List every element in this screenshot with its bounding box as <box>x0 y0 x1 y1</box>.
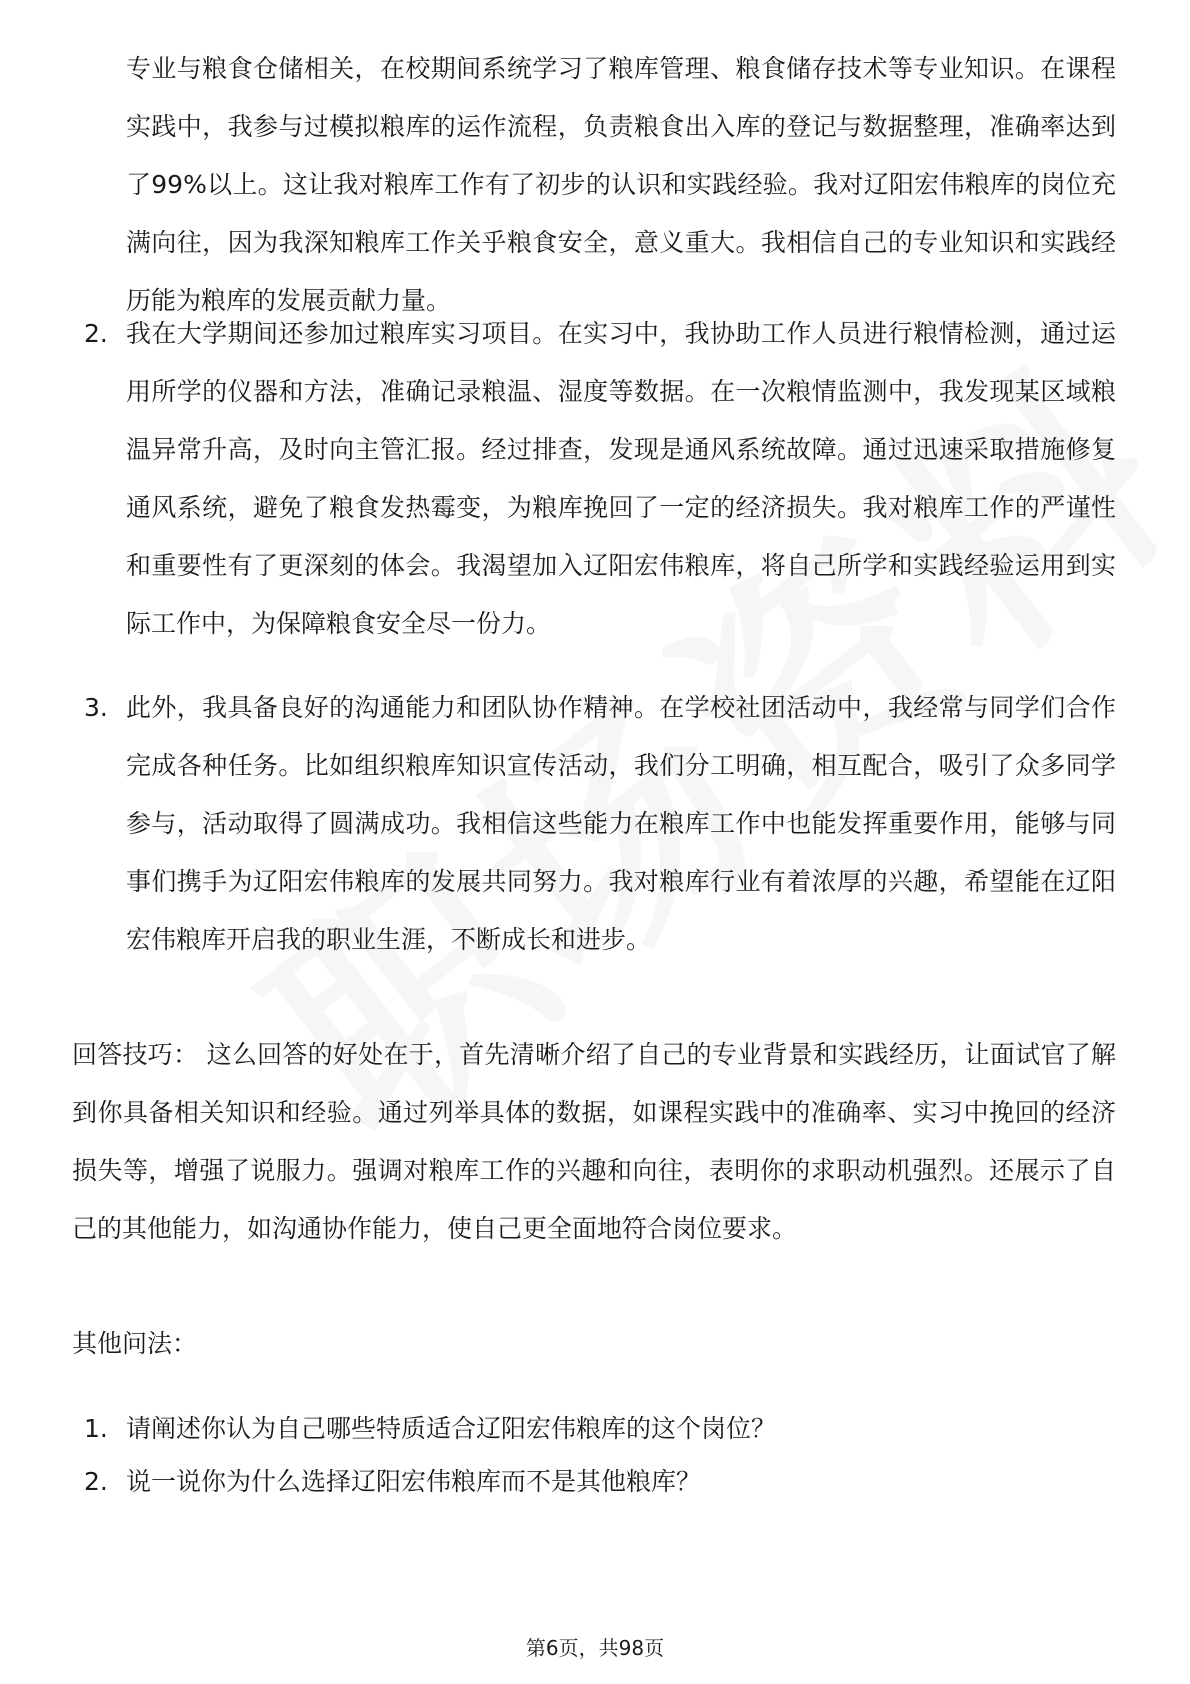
other-question-1-number: 1. <box>84 1414 108 1443</box>
answer-tips: 回答技巧： 这么回答的好处在于，首先清晰介绍了自己的专业背景和实践经历，让面试官了解到你具备相关知识和经验。通过列举具体的数据，如课程实践中的准确率、实习中挽回的经济损失等，增强了说服力。强调对粮库工作的兴趣和向往，表明你的求职动机强烈。还展示了自己的其他能力，如沟通协作能力，使自己更全面地符合岗位要求。 <box>72 1040 1116 1243</box>
answer-item-2-number: 2. <box>84 319 108 348</box>
answer-item-3-number: 3. <box>84 693 108 722</box>
page-footer: 第6页，共98页 <box>525 1636 665 1660</box>
other-question-2-text: 说一说你为什么选择辽阳宏伟粮库而不是其他粮库？ <box>126 1467 702 1496</box>
answer-item-2-text: 我在大学期间还参加过粮库实习项目。在实习中，我协助工作人员进行粮情检测，通过运用所学的仪器和方法，准确记录粮温、湿度等数据。在一次粮情监测中，我发现某区域粮温异常升高，及时向主管汇报。经过排查，发现是通风系统故障。通过迅速采取措施修复通风系统，避免了粮食发热霉变，为粮库挽回了一定的经济损失。我对粮库工作的严谨性和重要性有了更深刻的体会。我渴望加入辽阳宏伟粮库，将自己所学和实践经验运用到实际工作中，为保障粮食安全尽一份力。 <box>126 319 1116 638</box>
other-question-1-text: 请阐述你认为自己哪些特质适合辽阳宏伟粮库的这个岗位？ <box>126 1414 777 1443</box>
other-question-2-number: 2. <box>84 1467 108 1496</box>
other-questions-heading: 其他问法： <box>72 1329 198 1358</box>
answer-item-1-text: 专业与粮食仓储相关，在校期间系统学习了粮库管理、粮食储存技术等专业知识。在课程实践中，我参与过模拟粮库的运作流程，负责粮食出入库的登记与数据整理，准确率达到了99%以上。这让我对粮库工作有了初步的认识和实践经验。我对辽阳宏伟粮库的岗位充满向往，因为我深知粮库工作关乎粮食安全，意义重大。我相信自己的专业知识和实践经历能为粮库的发展贡献力量。 <box>126 54 1116 315</box>
answer-item-3-text: 此外，我具备良好的沟通能力和团队协作精神。在学校社团活动中，我经常与同学们合作完成各种任务。比如组织粮库知识宣传活动，我们分工明确，相互配合，吸引了众多同学参与，活动取得了圆满成功。我相信这些能力在粮库工作中也能发挥重要作用，能够与同事们携手为辽阳宏伟粮库的发展共同努力。我对粮库行业有着浓厚的兴趣，希望能在辽阳宏伟粮库开启我的职业生涯，不断成长和进步。 <box>126 693 1116 954</box>
